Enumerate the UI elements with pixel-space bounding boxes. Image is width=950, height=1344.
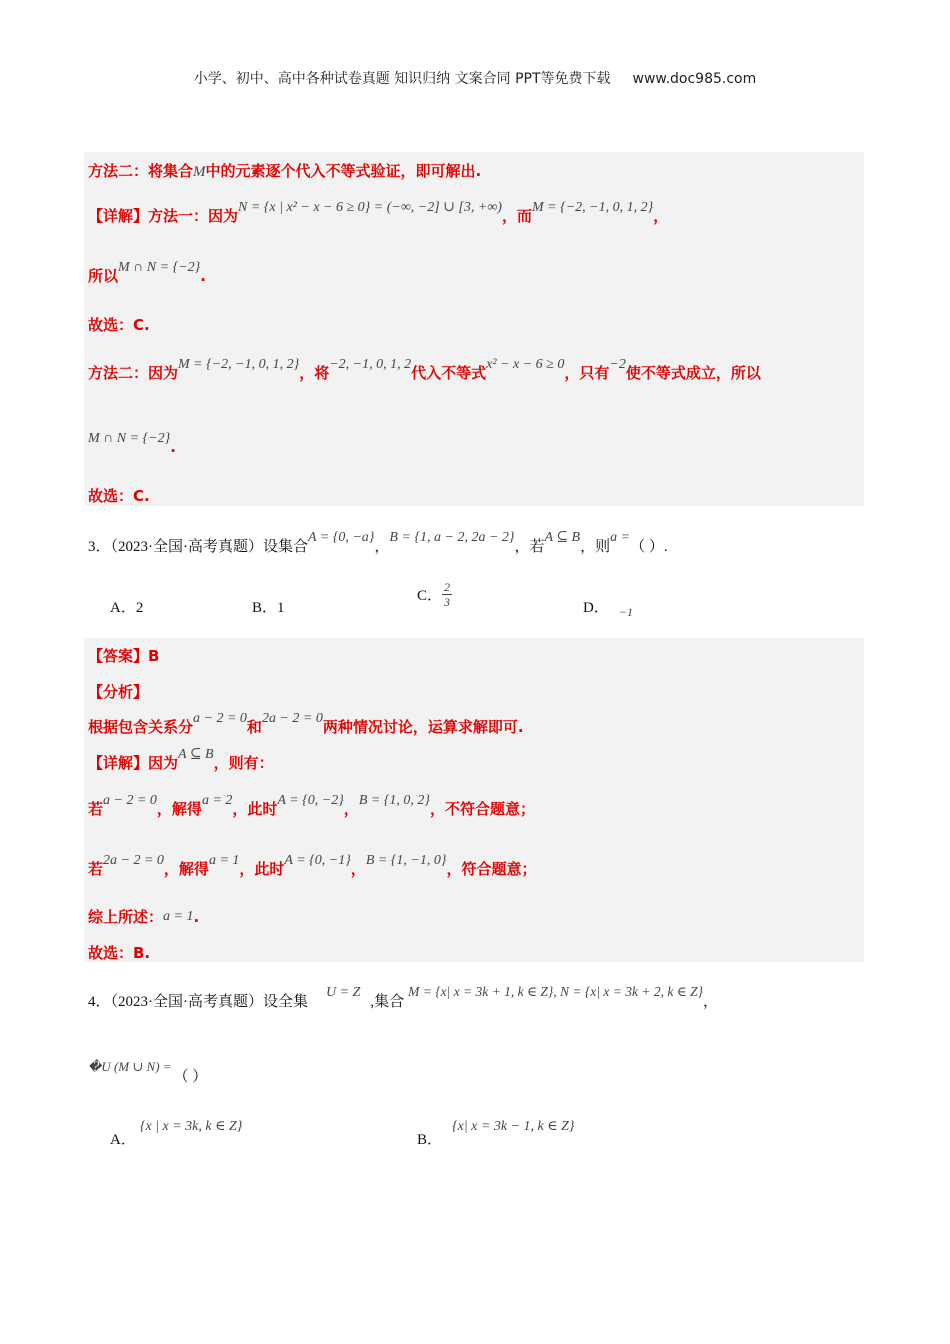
q2-so-line: 所以M ∩ N = {−2}. xyxy=(88,260,206,285)
q3-detail-line: 【详解】因为A ⊆ B，则有： xyxy=(88,747,274,772)
q2-detail-line: 【详解】方法一：因为N = {x | x² − x − 6 ≥ 0} = (−∞, −2] ∪ [3, +∞)，而M = {−2, −1, 0, 1, 2}， xyxy=(88,200,669,225)
q3-case-2: 若2a − 2 = 0，解得a = 1，此时A = {0, −1}，B = {1, −1, 0}，符合题意； xyxy=(88,853,537,878)
q3-summary: 综上所述：a = 1. xyxy=(88,908,200,926)
q3-choice: 故选：B. xyxy=(88,944,151,962)
q3-option-b[interactable]: B．1 xyxy=(252,600,285,616)
q4-option-b[interactable]: B．{x| x = 3k − 1, k ∈ Z} xyxy=(417,1119,575,1148)
q3-option-a[interactable]: A．2 xyxy=(110,600,144,616)
page-header xyxy=(0,68,950,88)
q3-option-d[interactable]: D． $_{-1}$ xyxy=(583,600,633,619)
header-text: 小学、初中、高中各种试卷真题 知识归纳 文案合同 PPT等免费下载 xyxy=(193,71,611,87)
q4-complement-line: �U (M ∪ N) =（ ） xyxy=(88,1059,208,1085)
q3-answer: 【答案】B xyxy=(88,647,160,665)
fraction-two-thirds: $\frac{2}{3}$ xyxy=(444,580,451,609)
q4-option-a[interactable]: A．{x | x = 3k, k ∈ Z} xyxy=(110,1119,243,1148)
q3-analysis-text: 根据包含关系分a − 2 = 0和2a − 2 = 0两种情况讨论，运算求解即可. xyxy=(88,711,524,736)
q4-stem: 4．（2023·全国·高考真题）设全集U = Z,集合M = {x| x = 3k + 1, k ∈ Z}, N = {x| x = 3k + 2, k ∈ Z}， xyxy=(88,984,718,1010)
q2-method2-intro: 方法二：将集合M中的元素逐个代入不等式验证，即可解出. xyxy=(88,162,482,180)
q3-stem: 3．（2023·全国·高考真题）设集合A = {0, −a}，B = {1, a − 2, 2a − 2}，若A ⊆ B，则a =（ ）. xyxy=(88,530,668,555)
q3-option-c[interactable]: C． $\frac{2}{3}$ xyxy=(417,580,451,609)
q2-method2-line: 方法二：因为M = {−2, −1, 0, 1, 2}，将−2, −1, 0, 1, 2代入不等式x² − x − 6 ≥ 0，只有−2使不等式成立，所以 xyxy=(88,357,761,382)
q3-case-1: 若a − 2 = 0，解得a = 2，此时A = {0, −2}，B = {1, 0, 2}，不符合题意； xyxy=(88,793,536,818)
header-url[interactable]: www.doc985.com xyxy=(632,71,757,87)
q2-choice-2: 故选：C. xyxy=(88,487,150,505)
q3-analysis-heading: 【分析】 xyxy=(88,683,149,701)
q2-choice-1: 故选：C. xyxy=(88,316,150,334)
q2-method2-result: M ∩ N = {−2}. xyxy=(88,431,176,456)
